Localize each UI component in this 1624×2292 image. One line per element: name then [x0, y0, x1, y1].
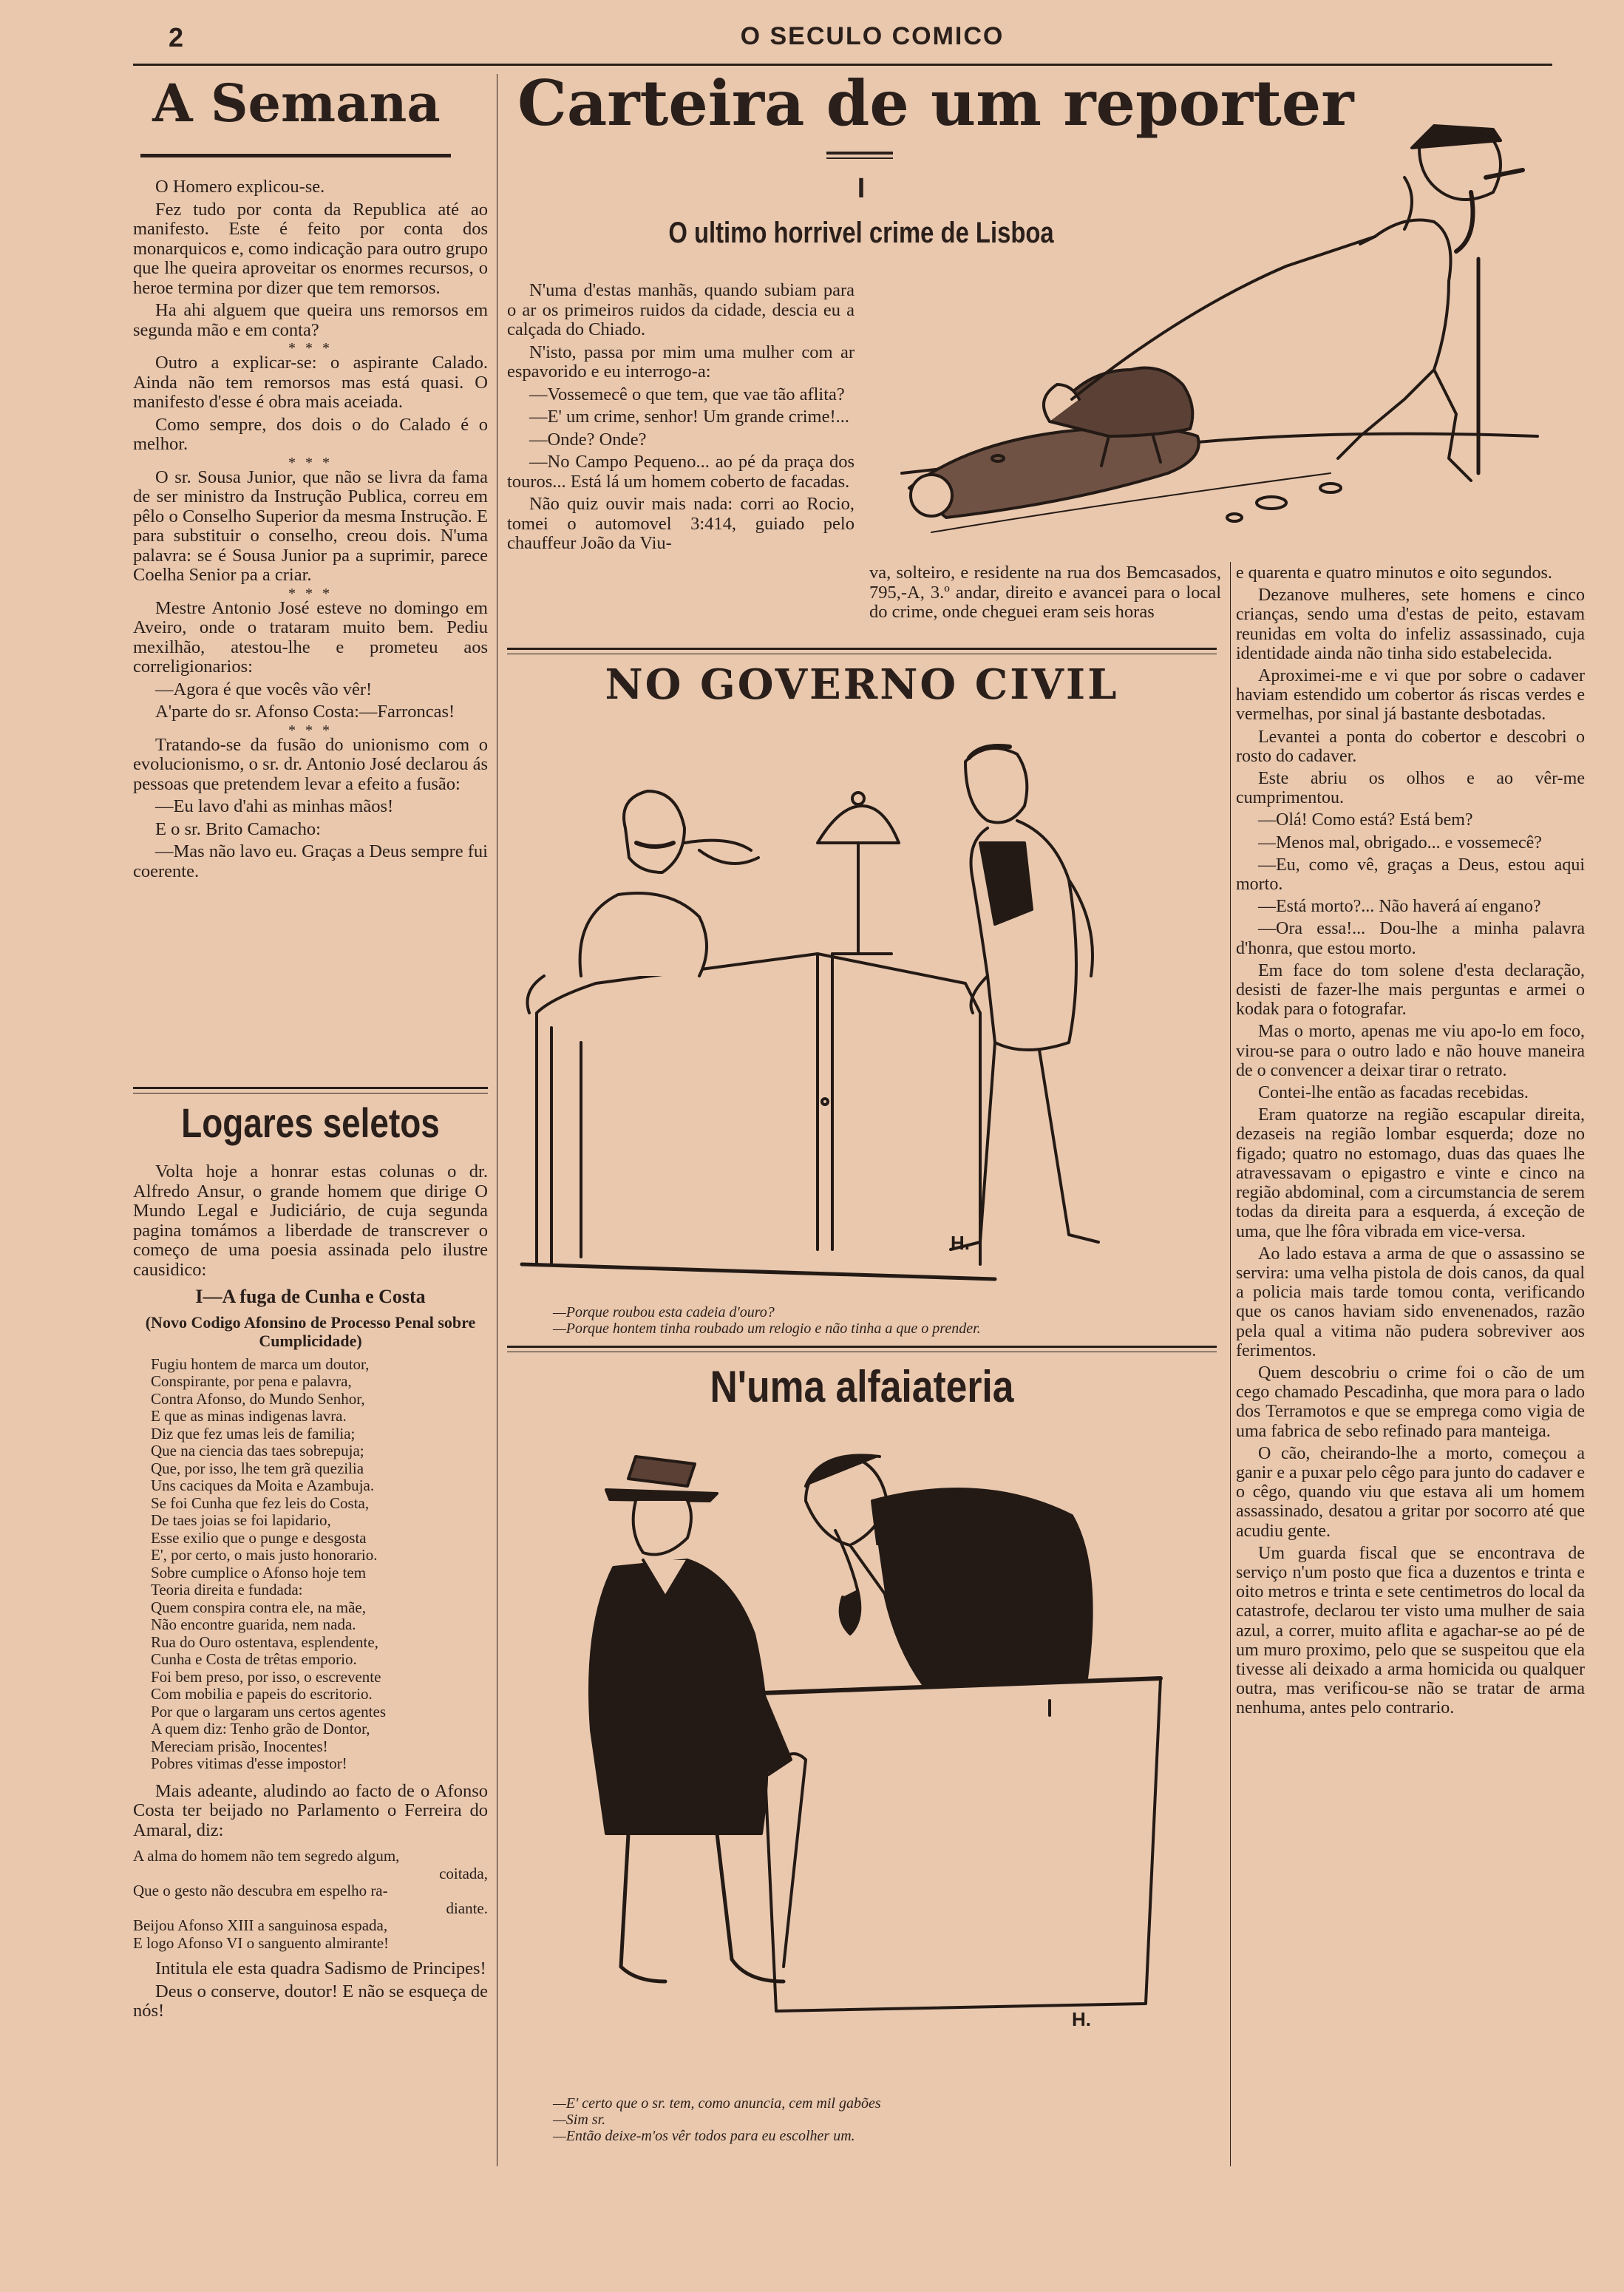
poem-title: I—A fuga de Cunha e Costa — [195, 1286, 426, 1307]
semana-paragraph: Fez tudo por conta da Republica até ao manifesto. Este é feito por conta dos monarquicos e, como indicação para outro grupo que lhe queira aproveitar os enormes recursos, o heroe termina por dizer que tem remorsos. — [133, 199, 488, 298]
poem-line: Por que o largaram uns certos agentes — [151, 1702, 387, 1720]
poem-line: Teoria direita e fundada: — [151, 1581, 303, 1598]
carteira-paragraph: Contei-lhe então as facadas recebidas. — [1258, 1083, 1529, 1103]
carteira-paragraph: Aproximei-me e vi que por sobre o cadaver haviam estendido um cobertor ás riscas verdes e vermelhas, por sinal já bastante desbotadas. — [1236, 666, 1585, 725]
carteira-title-rule — [826, 157, 893, 159]
caption-line: —Então deixe-m'os vêr todos para eu escolher um. — [553, 2128, 855, 2144]
carteira-paragraph: Levantei a ponta do cobertor e descobri o rosto do cadaver. — [1236, 727, 1585, 766]
carteira-paragraph: —Olá! Como está? Está bem? — [1258, 810, 1473, 830]
carteira-paragraph: Quem descobriu o crime foi o cão de um cego chamado Pescadinha, que mora para o lado dos Terramotos e que se emprega como vigia de uma fabrica de sebo refinado para manteiga. — [1236, 1363, 1585, 1441]
governo-caption — [553, 1304, 981, 1337]
section-stars: * * * — [288, 585, 333, 602]
semana-title-rule — [140, 154, 451, 157]
poem-line: Quem conspira contra ele, na mãe, — [151, 1598, 366, 1616]
page-number: 2 — [169, 22, 184, 52]
poem-line: Que na ciencia das taes sobrepuja; — [151, 1442, 364, 1459]
carteira-paragraph: —Eu, como vê, graças a Deus, estou aqui morto. — [1236, 855, 1585, 895]
caption-line: —E' certo que o sr. tem, como anuncia, cem mil gabões — [553, 2095, 881, 2112]
carteira-title: Carteira de um reporter — [517, 67, 1354, 140]
poem-line: E que as minas indigenas lavra. — [151, 1407, 347, 1425]
alfaiateria-title: N'uma alfaiateria — [710, 1362, 1014, 1411]
poem-line: De taes joias se foi lapidario, — [151, 1511, 331, 1529]
carteira-paragraph: N'isto, passa por mim uma mulher com ar espavorido e eu interrogo-a: — [507, 342, 855, 382]
carteira-paragraph: Ao lado estava a arma de que o assassino se servira: uma velha pistola de dois canos, da qual a policia mais tarde tomou conta, verificando que os canos haviam sido envenenados, razão pela qual a vitima não pudera sobreviver aos ferimentos. — [1236, 1244, 1585, 1360]
poem-line: Pobres vitimas d'esse impostor! — [151, 1754, 347, 1772]
logares-title: Logares seletos — [181, 1099, 440, 1146]
poem — [133, 1356, 488, 1773]
carteira-paragraph: Um guarda fiscal que se encontrava de serviço n'um posto que fica a duzentos e trinta e oito metros e trinta e sete centimetros do local da catastrofe, declarou ter visto uma mulher de saia azul, a correr, muito aflita e agachar-se ao pé de um muro proximo, pelo que se suspeitou que ela tivesse ali deixado a arma homicida ou qualquer outra, mas verificou-se não se tratar de arma nenhuma, antes pelo contrario. — [1236, 1543, 1585, 1718]
poem-line: Que, por isso, lhe tem grã quezilia — [151, 1459, 364, 1477]
poem-line: Uns caciques da Moita e Azambuja. — [151, 1476, 375, 1494]
poem-line: Com mobilia e papeis do escritorio. — [151, 1685, 373, 1703]
carteira-paragraph: Este abriu os olhos e ao vêr-me cumprimentou. — [1236, 769, 1585, 808]
carteira-paragraph: va, solteiro, e residente na rua dos Bemcasados, 795,-A, 3.º andar, direito e avancei para o local do crime, onde cheguei eram seis horas — [869, 563, 1221, 622]
column-divider — [1230, 562, 1231, 2166]
carteira-paragraph: Não quiz ouvir mais nada: corri ao Rocio, tomei o automovel 3:414, guiado pelo chauffeur João da Viu- — [507, 494, 855, 553]
carteira-numeral: I — [857, 173, 866, 204]
section-rule — [507, 648, 1217, 650]
poem-line: Fugiu hontem de marca um doutor, — [151, 1354, 370, 1373]
logares-closing: Intitula ele esta quadra Sadismo de Principes! — [155, 1959, 486, 1979]
header-rule — [133, 64, 1552, 66]
carteira-paragraph: Mas o morto, apenas me viu apo-lo em foco, virou-se para o outro lado e não houve maneira de o convencer a deixar tirar o retrato. — [1236, 1022, 1585, 1080]
ornament-rule — [133, 1093, 488, 1094]
poem-line: Esse exilio que o punge e desgosta — [151, 1528, 367, 1547]
poem-line: Cunha e Costa de trêtas emporio. — [151, 1650, 357, 1668]
poem-line: Mereciam prisão, Inocentes! — [151, 1737, 328, 1755]
carteira-paragraph: —Ora essa!... Dou-lhe a minha palavra d'honra, que estou morto. — [1236, 919, 1585, 958]
quatrain-line: coitada, — [439, 1864, 488, 1882]
poem-line: Conspirante, por pena e palavra, — [151, 1372, 352, 1390]
semana-paragraph: Ha ahi alguem que queira uns remorsos em segunda mão e em conta? — [133, 300, 488, 340]
carteira-column-1 — [507, 281, 855, 557]
alfaiateria-signature: H. — [1072, 2008, 1091, 2030]
carteira-column-3 — [1236, 563, 1585, 1721]
carteira-paragraph: —No Campo Pequeno... ao pé da praça dos touros... Está lá um homem coberto de facadas. — [507, 452, 855, 492]
caption-line: —Sim sr. — [553, 2112, 606, 2128]
alfaiateria-caption — [553, 2095, 881, 2144]
section-rule — [507, 1346, 1217, 1348]
carteira-subtitle: O ultimo horrivel crime de Lisboa — [668, 217, 1054, 249]
carteira-paragraph: —Vossemecê o que tem, que vae tão aflita? — [529, 384, 845, 404]
semana-paragraph: Mestre Antonio José esteve no domingo em Aveiro, onde o trataram muito bem. Pediu mexilhão, atestou-lhe e prometeu aos correligionarios: — [133, 597, 488, 677]
poem-line: E', por certo, o mais justo honorario. — [151, 1546, 378, 1564]
section-stars: * * * — [288, 340, 333, 356]
carteira-paragraph: —Está morto?... Não haverá aí engano? — [1258, 897, 1541, 917]
carteira-paragraph: —Menos mal, obrigado... e vossemecê? — [1258, 833, 1542, 852]
semana-paragraph: Outro a explicar-se: o aspirante Calado. Ainda não tem remorsos mas está quasi. O manifesto d'esse é obra mais aceiada. — [133, 353, 488, 412]
governo-title: NO GOVERNO CIVIL — [605, 660, 1119, 709]
quatrain — [133, 1848, 488, 1952]
section-stars: * * * — [288, 722, 333, 739]
semana-column — [133, 177, 488, 884]
carteira-title-rule — [826, 152, 893, 155]
carteira-paragraph: —Onde? Onde? — [529, 429, 647, 450]
poem-line: A quem diz: Tenho grão de Dontor, — [151, 1720, 370, 1737]
carteira-paragraph: N'uma d'estas manhãs, quando subiam para o ar os primeiros ruidos da cidade, descia eu a calçada do Chiado. — [507, 280, 855, 339]
semana-paragraph: O sr. Sousa Junior, que não se livra da fama de ser ministro da Instrução Publica, correu em pêlo o Conselho Superior da mesma Instrução. E para substituir o conselho, creou dois. N'uma palavra: se é Sousa Junior pa a suprimir, parece Coelha Senior pa a criar. — [133, 467, 488, 585]
carteira-paragraph: Em face do tom solene d'esta declaração, desisti de fazer-lhe mais perguntas e armei o kodak para o fotografar. — [1236, 960, 1585, 1020]
logares-intro: Volta hoje a honrar estas colunas o dr. Alfredo Ansur, o grande homem que dirige O Mundo Legal e Judiciário, de cuja segunda pagina tomámos a liberdade de transcrever o começo de uma poesia assinada pelo ilustre causidico: — [133, 1162, 488, 1280]
caption-line: —Porque hontem tinha roubado um relogio e não tinha a que o prender. — [553, 1320, 981, 1337]
governo-signature: H. — [951, 1232, 970, 1254]
logares-middle: Mais adeante, aludindo ao facto de o Afonso Costa ter beijado no Parlamento o Ferreira do Amaral, diz: — [133, 1780, 488, 1840]
quatrain-line: diante. — [446, 1899, 488, 1917]
poem-line: Contra Afonso, do Mundo Senhor, — [151, 1389, 365, 1408]
quatrain-line: Beijou Afonso XIII a sanguinosa espada, — [133, 1916, 388, 1934]
ornament-rule — [133, 1087, 488, 1089]
semana-paragraph: —Agora é que vocês vão vêr! — [155, 679, 373, 699]
poem-subtitle: (Novo Codigo Afonsino de Processo Penal sobre Cumplicidade) — [145, 1312, 476, 1350]
alfaiateria-illustration — [540, 1449, 1190, 2063]
quatrain-line: Que o gesto não descubra em espelho ra- — [133, 1882, 388, 1899]
carteira-paragraph: O cão, cheirando-lhe a morto, começou a ganir e a puxar pelo cêgo para junto do cadaver e o cêgo, quando viu que estava ali um homem assassinado, desatou a gritar por socorro até que acudiu gente. — [1236, 1443, 1585, 1541]
poem-line: Não encontre guarida, nem nada. — [151, 1615, 356, 1633]
carteira-column-2 — [869, 563, 1221, 625]
carteira-paragraph: Dezanove mulheres, sete homens e cinco crianças, sendo uma d'estas de peito, estavam reunidas em volta do infeliz assassinado, cuja identidade ainda não tinha sido estabelecida. — [1236, 586, 1585, 663]
carteira-paragraph: e quarenta e quatro minutos e oito segundos. — [1236, 563, 1552, 583]
carteira-paragraph: —E' um crime, senhor! Um grande crime!... — [529, 407, 850, 427]
logares-column — [133, 1162, 488, 2024]
semana-paragraph: Tratando-se da fusão do unionismo com o evolucionismo, o sr. dr. Antonio José declarou ás pessoas que pretendem levar a efeito a fusão: — [133, 734, 488, 794]
poem-line: Rua do Ouro ostentava, esplendente, — [151, 1632, 378, 1651]
governo-illustration — [507, 732, 1217, 1294]
logares-closing: Deus o conserve, doutor! E não se esqueça de nós! — [133, 1981, 488, 2021]
quatrain-line: A alma do homem não tem segredo algum, — [133, 1847, 400, 1865]
semana-paragraph: A'parte do sr. Afonso Costa:—Farroncas! — [155, 702, 455, 722]
quatrain-line: E logo Afonso VI o sanguento almirante! — [133, 1933, 390, 1952]
semana-paragraph: O Homero explicou-se. — [155, 177, 325, 197]
carteira-paragraph: Eram quatorze na região escapular direita, dezaseis na região lombar esquerda; doze no figado; quatro no estomago, duas das quaes lhe atravessavam o epigastro e vinte e cinco na região abdominal, com a circumstancia de serem todas da direita para a esquerda, á exceção de uma, que lhe fôra vibrada em vice-versa. — [1236, 1105, 1585, 1241]
poem-line: Diz que fez umas leis de familia; — [151, 1424, 356, 1442]
semana-paragraph: E o sr. Brito Camacho: — [155, 818, 321, 839]
semana-paragraph: —Eu lavo d'ahi as minhas mãos! — [155, 796, 394, 816]
poem-line: Sobre cumplice o Afonso hoje tem — [151, 1563, 367, 1581]
semana-paragraph: Como sempre, dos dois o do Calado é o melhor. — [133, 414, 488, 454]
reporter-illustration — [887, 89, 1552, 547]
section-stars: * * * — [288, 454, 333, 471]
semana-paragraph: —Mas não lavo eu. Graças a Deus sempre fui coerente. — [133, 841, 488, 881]
caption-line: —Porque roubou esta cadeia d'ouro? — [553, 1304, 775, 1320]
poem-line: Foi bem preso, por isso, o escrevente — [151, 1667, 381, 1686]
newspaper-name: O SECULO COMICO — [740, 22, 1005, 50]
semana-title: A Semana — [152, 72, 441, 134]
poem-line: Se foi Cunha que fez leis do Costa, — [151, 1493, 370, 1512]
